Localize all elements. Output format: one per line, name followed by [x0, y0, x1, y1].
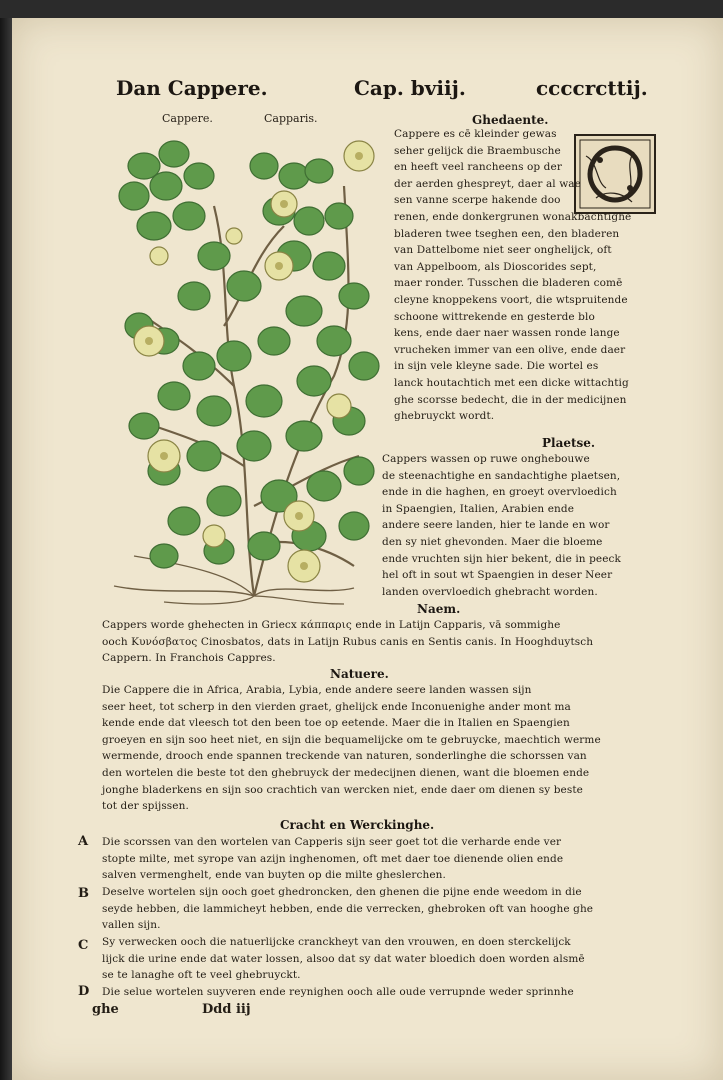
- text-line: cleyne knoppekens voort, die wtspruitende: [394, 293, 628, 306]
- text-line: groeyen en sijn soo heet niet, en sijn die bequamelijcke om te gebruycke, maechtich werme: [102, 733, 601, 746]
- text-line: seher gelijck die Braembusche: [394, 144, 561, 157]
- text-line: den wortelen die beste tot den ghebruyck der medecijnen dienen, want die bloemen ende: [102, 766, 590, 779]
- text-line: hel oft in sout wt Spaengien in deser Neer: [382, 569, 613, 582]
- text-line: salven vermenghelt, ende van buyten op die milte gheslerchen.: [102, 869, 446, 882]
- text-line: renen, ende donkergrunen wonakbachtighe: [394, 210, 632, 223]
- section-heading-natuere: Natuere.: [330, 667, 389, 681]
- catchword: ghe: [92, 1002, 119, 1017]
- text-line: jonghe bladerkens en sijn soo crachtich van wercken niet, ende daer om dienen sy beste: [102, 783, 583, 796]
- text-line: schoone wittrekende en gesterde blo: [394, 310, 595, 323]
- text-line: bladeren twee tseghen een, den bladeren: [394, 227, 620, 240]
- text-line: ende vruchten sijn hier bekent, die in peeck: [382, 552, 621, 565]
- signature-mark: Ddd iij: [202, 1002, 251, 1017]
- text-line: lanck houtachtich met een dicke wittachtig: [394, 376, 629, 389]
- text-line: de steenachtighe en sandachtighe plaetsen,: [382, 469, 621, 482]
- text-line: vrucheken immer van een olive, ende daer: [394, 343, 626, 356]
- text-line: Die scorssen van den wortelen van Capperis sijn seer goet tot die verharde ende ver: [102, 836, 562, 848]
- section-text-cracht-d: [102, 984, 574, 1001]
- text-line: Die selue wortelen suyveren ende reynighen ooch alle oude verrupnde weder sprinnhe: [102, 986, 574, 998]
- text-line: Cappere es cē kleinder gewas: [394, 128, 557, 140]
- section-text-cracht-c: [102, 934, 585, 984]
- text-line: andere seere landen, hier te lande en wor: [382, 519, 610, 532]
- book-page: [12, 18, 723, 1080]
- running-head-right: ccccrcttij.: [536, 76, 648, 100]
- section-text-naem: [102, 617, 593, 667]
- section-text-plaetse: [382, 451, 621, 600]
- running-head-center: Cap. bviij.: [354, 76, 466, 100]
- section-heading-naem: Naem.: [417, 602, 461, 616]
- section-heading-plaetse: Plaetse.: [542, 436, 596, 450]
- text-line: stopte milte, met syrope van azijn inghenomen, oft met daer toe dienende olien ende: [102, 852, 564, 865]
- text-line: seer heet, tot scherp in den vierden graet, ghelijck ende Inconuenighe ander mont ma: [102, 700, 571, 713]
- text-line: kende ende dat vleesch tot den been toe op eetende. Maer die in Italien en Spaengien: [102, 717, 570, 730]
- text-line: der aerden ghespreyt, daer al wae: [394, 177, 581, 190]
- text-line: vallen sijn.: [102, 919, 161, 932]
- text-line: en heeft veel rancheens op der: [394, 161, 562, 174]
- text-line: Cappern. In Franchois Cappres.: [102, 652, 276, 665]
- text-line: ghe scorsse bedecht, die in der medicijnen: [394, 393, 627, 406]
- plant-name-dutch: Cappere.: [162, 112, 213, 125]
- text-line: maer ronder. Tusschen die bladeren comē: [394, 277, 623, 290]
- running-head-left: Dan Cappere.: [116, 76, 268, 100]
- text-line: ooch Κυνόσβατος Cinosbatos, dats in Latijn Rubus canis en Sentis canis. In Hooghduytsch: [102, 635, 594, 648]
- text-line: van Dattelbome niet seer onghelijck, oft: [394, 244, 612, 257]
- section-text-natuere: [102, 682, 601, 815]
- text-line: in sijn vele kleyne sade. Die wortel es: [394, 360, 599, 373]
- caper-plant-woodcut-illustration: [104, 126, 389, 606]
- text-line: Sy verwecken ooch die natuerlijcke cranckheyt van den vrouwen, en doen sterckelijck: [102, 936, 571, 948]
- text-line: in Spaengien, Italien, Arabien ende: [382, 502, 575, 515]
- section-heading-cracht: Cracht en Werckinghe.: [280, 818, 435, 832]
- text-line: den sy niet ghevonden. Maer die bloeme: [382, 535, 603, 548]
- text-line: lijck die urine ende dat water lossen, alsoo dat sy dat water bloedich doen worden alsmē: [102, 952, 585, 965]
- section-text-ghedaente: [394, 126, 631, 425]
- text-line: Cappers wassen op ruwe onghebouwe: [382, 453, 590, 465]
- text-line: se te lanaghe oft te veel ghebruyckt.: [102, 969, 301, 982]
- book-binding-edge: [0, 18, 12, 1080]
- text-line: Cappers worde ghehecten in Griecx κάππαρις ende in Latijn Capparis, vā sommighe: [102, 619, 561, 631]
- margin-marker-c: C: [78, 938, 89, 953]
- text-line: landen overvloedich ghebracht worden.: [382, 585, 598, 598]
- text-line: van Appelboom, als Dioscorides sept,: [394, 260, 597, 273]
- text-line: kens, ende daer naer wassen ronde lange: [394, 327, 620, 340]
- margin-marker-a: A: [78, 834, 89, 849]
- text-line: wermende, drooch ende spannen treckende van naturen, sonderlinghe die schorssen van: [102, 750, 587, 763]
- margin-marker-d: D: [78, 984, 90, 999]
- section-heading-ghedaente: Ghedaente.: [472, 113, 549, 127]
- text-line: sen vanne scerpe hakende doo: [394, 194, 561, 207]
- section-text-cracht-a: [102, 834, 563, 884]
- plant-name-latin: Capparis.: [264, 112, 318, 125]
- text-line: Die Cappere die in Africa, Arabia, Lybia, ende andere seere landen wassen sijn: [102, 684, 532, 696]
- text-line: ghebruyckt wordt.: [394, 410, 495, 423]
- text-line: tot der spijssen.: [102, 800, 189, 813]
- section-text-cracht-b: [102, 884, 593, 934]
- text-line: seyde hebben, die lammicheyt hebben, ende die verrecken, ghebroken oft van hooghe ghe: [102, 902, 594, 915]
- text-line: ende in die haghen, en groeyt overvloedich: [382, 486, 617, 499]
- margin-marker-b: B: [78, 886, 89, 901]
- text-line: Deselve wortelen sijn ooch goet ghedroncken, den ghenen die pijne ende weedom in die: [102, 886, 582, 898]
